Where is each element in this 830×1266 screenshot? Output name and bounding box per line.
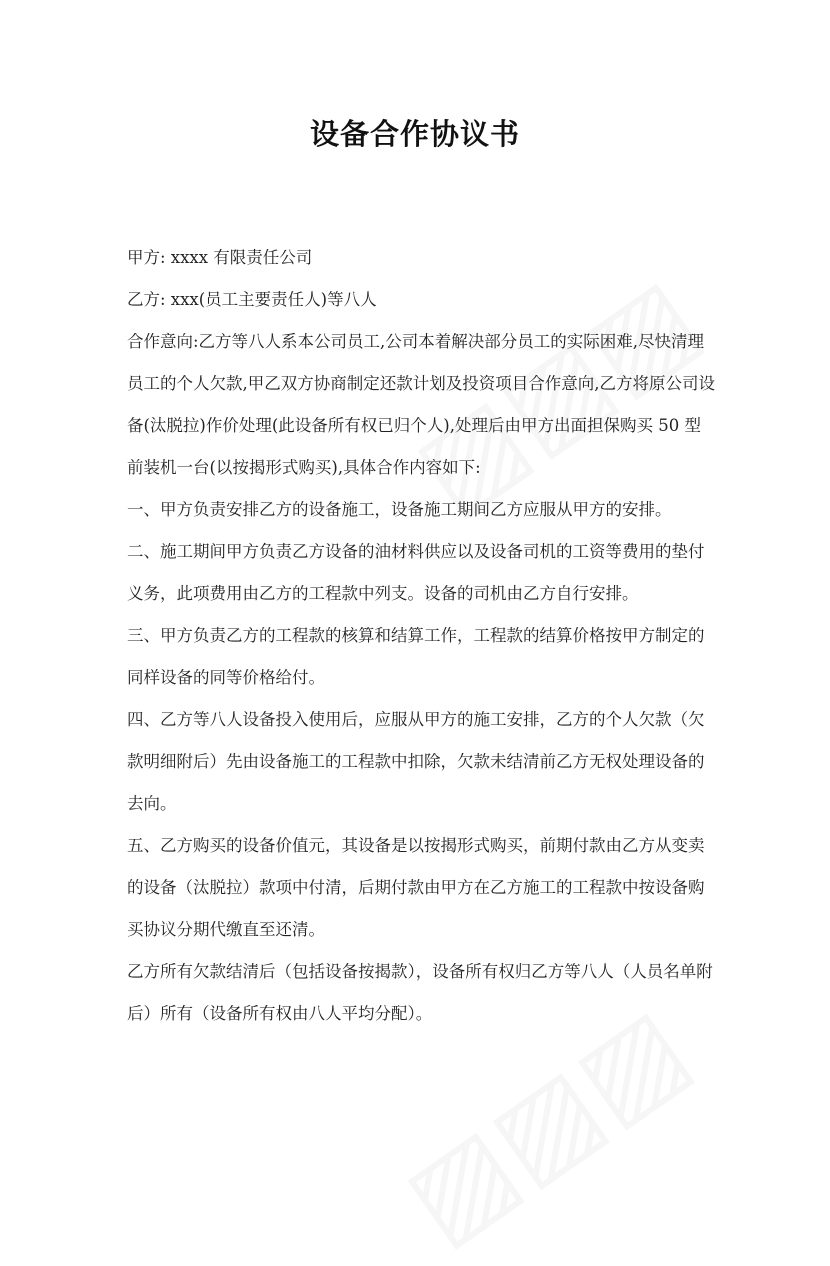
clause-4: 四、乙方等八人设备投入使用后，应服从甲方的施工安排，乙方的个人欠款（欠款明细附后）先由设备施工的工程款中扣除，欠款未结清前乙方无权处理设备的去向。 [127, 710, 705, 813]
clause-2: 二、施工期间甲方负责乙方设备的油材料供应以及设备司机的工资等费用的垫付义务，此项费用由乙方的工程款中列支。设备的司机由乙方自行安排。 [127, 542, 705, 603]
ownership-paragraph: 乙方所有欠款结清后（包括设备按揭款），设备所有权归乙方等八人（人员名单附后）所有（设备所有权由八人平均分配）。 [127, 962, 713, 1023]
cooperation-intent-paragraph: 合作意向:乙方等八人系本公司员工,公司本着解决部分员工的实际困难,尽快清理员工的个人欠款,甲乙双方协商制定还款计划及投资项目合作意向,乙方将原公司设备(汰脱拉)作价处理(此设备所有权已归个人),处理后由甲方出面担保购买 50 型前装机一台(以按揭形式购买),具体合作内容如下: [127, 332, 715, 477]
party-a-line: 甲方: xxxx 有限责任公司 [127, 248, 313, 267]
document-title: 设备合作协议书 [309, 117, 520, 151]
clause-3: 三、甲方负责乙方的工程款的核算和结算工作，工程款的结算价格按甲方制定的同样设备的同等价格给付。 [127, 626, 705, 687]
document-body [127, 237, 717, 1035]
clause-1: 一、甲方负责安排乙方的设备施工，设备施工期间乙方应服从甲方的安排。 [127, 500, 672, 519]
clause-5: 五、乙方购买的设备价值元，其设备是以按揭形式购买，前期付款由乙方从变卖的设备（汰脱拉）款项中付清，后期付款由甲方在乙方施工的工程款中按设备购买协议分期代缴直至还清。 [127, 836, 705, 939]
party-b-line: 乙方: xxx(员工主要责任人)等八人 [127, 290, 377, 309]
